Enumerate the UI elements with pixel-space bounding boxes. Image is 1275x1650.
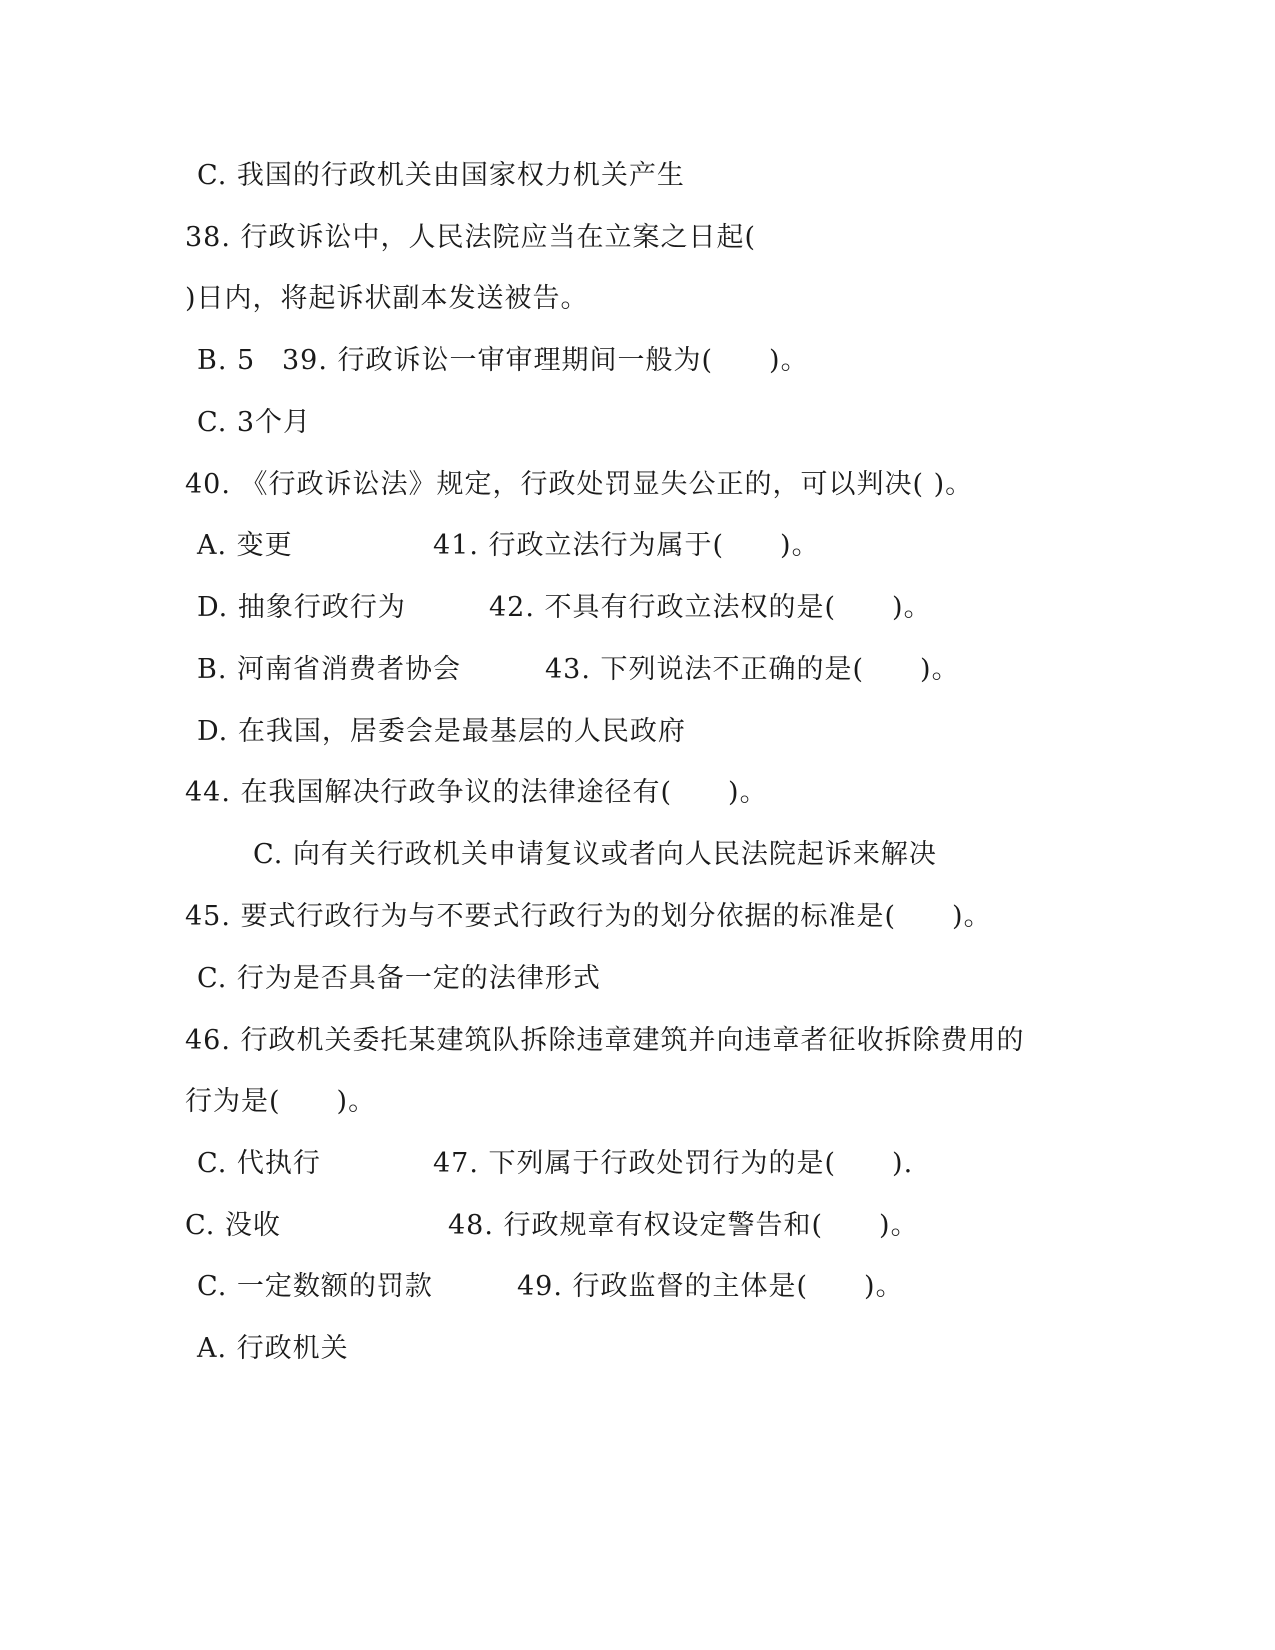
answer-42-b: B. 河南省消费者协会 xyxy=(197,654,462,685)
question-38-continued: )日内，将起诉状副本发送被告。 xyxy=(185,283,589,314)
question-40: 40. 《行政诉讼法》规定，行政处罚显失公正的，可以判决( )。 xyxy=(185,469,974,500)
answer-45-c: C. 行为是否具备一定的法律形式 xyxy=(197,963,601,994)
answer-47-c: C. 没收 xyxy=(185,1210,281,1241)
answer-49-a: A. 行政机关 xyxy=(197,1333,349,1364)
answer-37-c: C. 我国的行政机关由国家权力机关产生 xyxy=(197,160,685,191)
question-46-continued: 行为是( )。 xyxy=(185,1086,377,1117)
question-46: 46. 行政机关委托某建筑队拆除违章建筑并向违章者征收拆除费用的 xyxy=(185,1025,1025,1056)
answer-43-d: D. 在我国，居委会是最基层的人民政府 xyxy=(197,716,686,747)
answer-39-c: C. 3个月 xyxy=(197,407,312,438)
question-44: 44. 在我国解决行政争议的法律途径有( )。 xyxy=(185,777,768,808)
answer-41-d: D. 抽象行政行为 xyxy=(197,592,406,623)
question-42: 42. 不具有行政立法权的是( )。 xyxy=(489,592,932,623)
answer-48-c: C. 一定数额的罚款 xyxy=(197,1271,433,1302)
answer-46-c: C. 代执行 xyxy=(197,1148,321,1179)
question-43: 43. 下列说法不正确的是( )。 xyxy=(545,654,960,685)
question-47: 47. 下列属于行政处罚行为的是( ). xyxy=(433,1148,914,1179)
question-38: 38. 行政诉讼中，人民法院应当在立案之日起( xyxy=(185,222,757,253)
answer-44-c: C. 向有关行政机关申请复议或者向人民法院起诉来解决 xyxy=(253,839,937,870)
question-48: 48. 行政规章有权设定警告和( )。 xyxy=(448,1210,919,1241)
question-39: 39. 行政诉讼一审审理期间一般为( )。 xyxy=(282,345,809,376)
question-45: 45. 要式行政行为与不要式行政行为的划分依据的标准是( )。 xyxy=(185,901,992,932)
answer-40-a: A. 变更 xyxy=(197,530,293,561)
question-41: 41. 行政立法行为属于( )。 xyxy=(433,530,820,561)
answer-38-b: B. 5 xyxy=(197,345,256,376)
question-49: 49. 行政监督的主体是( )。 xyxy=(517,1271,904,1302)
